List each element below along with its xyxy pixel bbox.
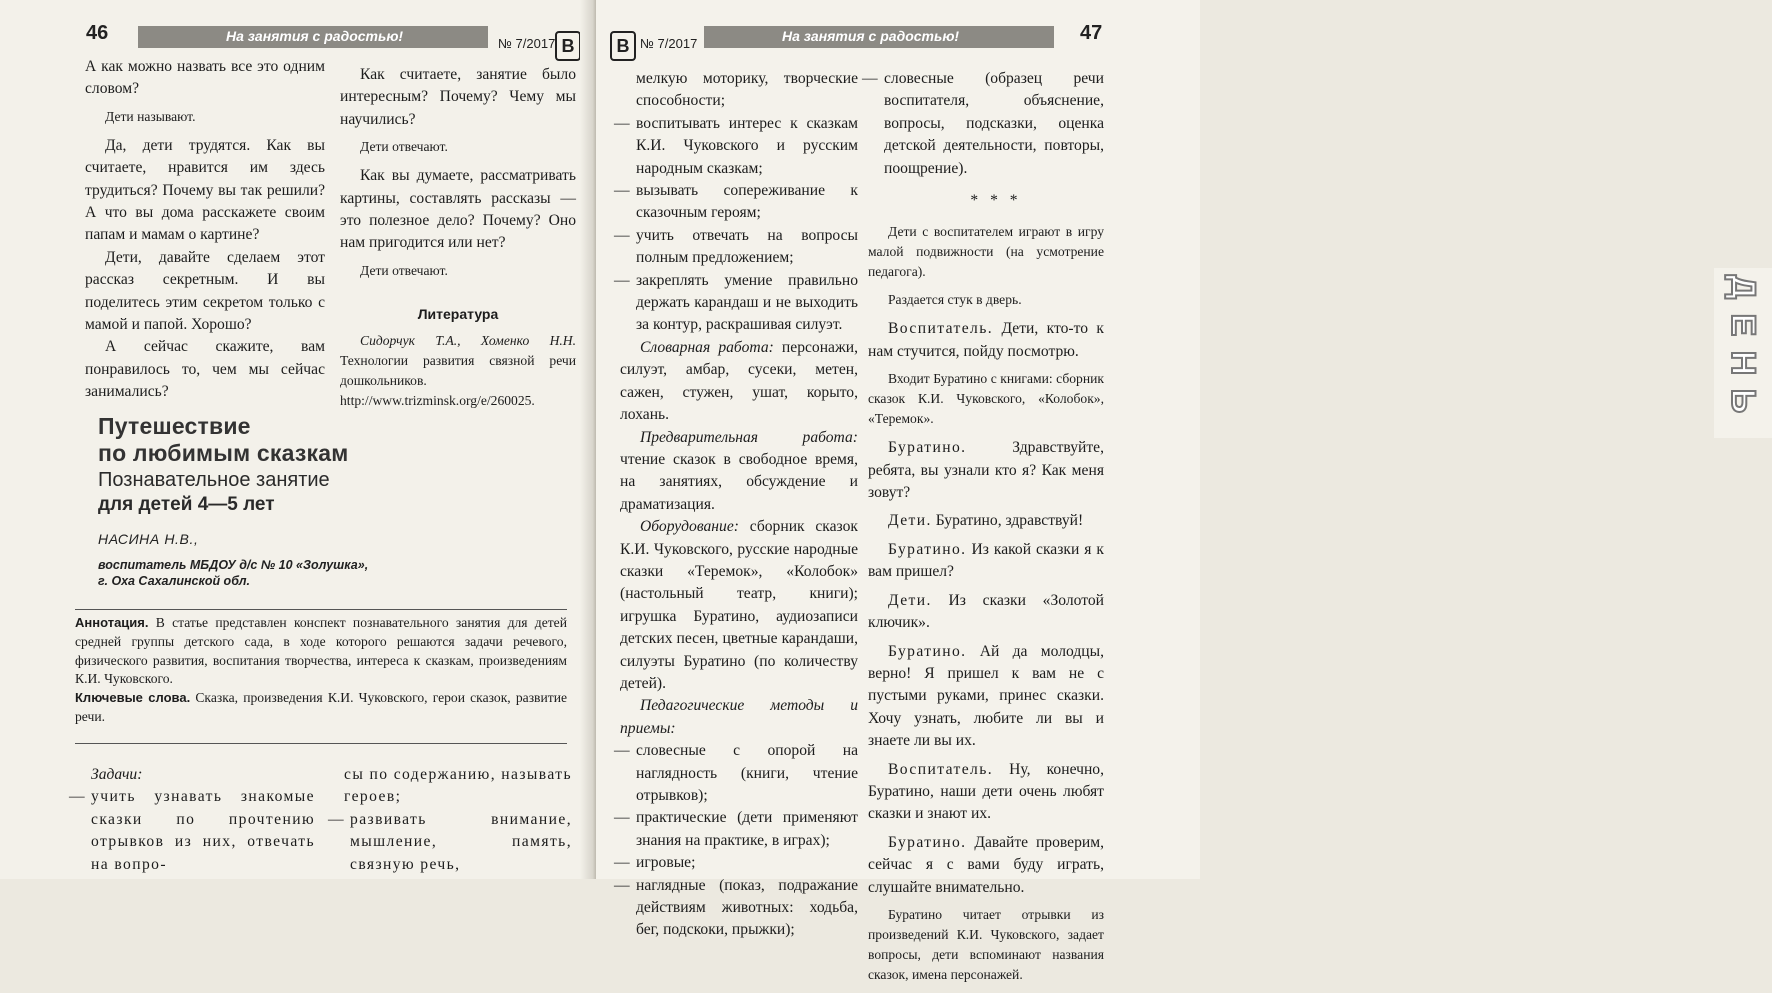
- dialog-line: [868, 539, 1104, 584]
- literature-author: Сидорчук Т.А., Хоменко Н.Н.: [360, 333, 576, 349]
- speaker-name: Воспитатель.: [888, 320, 994, 338]
- divider: [75, 609, 567, 610]
- issue-number-left: № 7/2017: [498, 36, 556, 51]
- side-letter: Е: [1724, 313, 1762, 337]
- method-item: — наглядные (показ, подражание действиям животных: ходьба, бег, подскоки, прыжки);: [620, 875, 858, 942]
- article-title-block: [98, 413, 568, 589]
- tasks-column-1: [75, 764, 315, 876]
- stage-direction: Дети отвечают.: [360, 139, 448, 155]
- vocabulary-label: Словарная работа:: [640, 338, 774, 356]
- page-number-left: 46: [86, 22, 109, 44]
- stage-direction: [868, 905, 1104, 985]
- side-letter: Д: [1724, 274, 1762, 300]
- paragraph: Да, дети трудятся. Как вы считаете, нравится им здесь трудиться? Почему вы так решили? А что вы дома расскажете своим папам и мамам о картине?: [85, 136, 325, 244]
- keywords-label: Ключевые слова.: [75, 690, 191, 706]
- dialog-text: Буратино, здравствуй!: [931, 512, 1084, 530]
- task-item: — учить отвечать на вопросы полным предложением;: [620, 225, 858, 270]
- paragraph: Как считаете, занятие было интересным? Почему? Чему мы научились?: [340, 66, 576, 128]
- right-column-1: [620, 68, 858, 942]
- dialog-line: [868, 590, 1104, 635]
- paragraph: А как можно назвать все это одним словом?: [85, 58, 325, 98]
- stage-direction: [868, 369, 1104, 429]
- task-item-continued: сы по содержанию, называть героев;: [344, 766, 572, 806]
- side-letter: Н: [1724, 350, 1762, 376]
- page-number-right: 47: [1080, 22, 1103, 44]
- task-item: — вызывать сопереживание к сказочным героям;: [620, 180, 858, 225]
- magazine-badge-left: В: [555, 31, 581, 61]
- tasks-list: [75, 786, 315, 876]
- keywords: [75, 689, 567, 727]
- section-separator: * * *: [970, 192, 1022, 210]
- tasks-list: [334, 809, 572, 876]
- dialog-line: [868, 318, 1104, 363]
- literature-entry: [340, 331, 576, 411]
- speaker-name: Дети.: [888, 591, 932, 609]
- annotation: [75, 614, 567, 689]
- methods-list: [620, 740, 858, 942]
- header-band-left: [138, 26, 488, 48]
- dialog-text: Ну, конечно, Буратино, наши дети очень любят сказки и знают их.: [868, 760, 1104, 823]
- side-tab-word: [1714, 268, 1772, 438]
- article-title-line-1: Путешествие: [98, 413, 251, 439]
- annotation-block: [75, 614, 567, 727]
- stage-direction: Дети называют.: [105, 108, 196, 124]
- dialog-line: [868, 641, 1104, 753]
- author-position-line-2: г. Оха Сахалинской обл.: [98, 574, 251, 588]
- dialog-text: Дети, кто-то к нам стучится, пойду посмотрю.: [868, 320, 1104, 360]
- divider: [75, 743, 567, 744]
- left-column-1: [85, 56, 325, 404]
- stage-direction: Дети отвечают.: [360, 262, 448, 278]
- article-author: НАСИНА Н.В.,: [98, 531, 199, 547]
- header-band-right: [704, 26, 1054, 48]
- equipment-label: Оборудование:: [640, 518, 739, 536]
- annotation-text: В статье представлен конспект познавательного занятия для детей средней группы детского сада, в ходе которого решаются задачи речевого, физического развития, воспитания творчества, интереса к сказкам, произведениям К.И. Чуковского.: [75, 615, 567, 687]
- left-column-2: [340, 64, 576, 411]
- right-page: [596, 0, 1762, 982]
- methods-label: Педагогические методы и приемы:: [620, 697, 858, 737]
- issue-number-right: № 7/2017: [640, 36, 698, 51]
- stage-direction: Раздается стук в дверь.: [888, 292, 1022, 308]
- preparation-label: Предварительная работа:: [640, 428, 858, 446]
- header-band-text-left: На занятия с радостью!: [226, 28, 404, 44]
- speaker-name: Воспитатель.: [888, 760, 994, 778]
- paragraph: Дети, давайте сделаем этот рассказ секретным. И вы поделитесь этим секретом только с мамой и папой. Хорошо?: [85, 248, 325, 334]
- equipment-text: сборник сказок К.И. Чуковского, русские народные сказки «Теремок», «Колобок» (настольный театр, книги); игрушка Буратино, аудиозаписи детских песен, цветные карандаши, силуэты Буратино (по количеству детей).: [620, 518, 858, 692]
- method-item: — практические (дети применяют знания на практике, в играх);: [620, 807, 858, 852]
- dialog-text: Из сказки «Золотой ключик».: [868, 591, 1104, 632]
- dialog-text: Из какой сказки я к вам пришел?: [868, 540, 1104, 581]
- article-title-line-2: по любимым сказкам: [98, 440, 349, 466]
- speaker-name: Буратино.: [888, 439, 967, 457]
- dialog-line: [868, 510, 1104, 532]
- vocabulary-text: персонажи, силуэт, амбар, сусеки, метен, сажен, стужен, ушат, корыто, лохань.: [620, 338, 858, 424]
- dialog: [868, 318, 1104, 985]
- dialog-line: [868, 759, 1104, 826]
- preparation-text: чтение сказок в свободное время, на занятиях, обсуждение и драматизация.: [620, 450, 858, 513]
- dialog-line: [868, 832, 1104, 899]
- vocabulary-paragraph: [620, 337, 858, 427]
- literature-text: Технологии развития связной речи дошкольников. http://www.trizminsk.org/e/260025.: [340, 353, 576, 409]
- speaker-name: Буратино.: [888, 642, 967, 660]
- author-position-line-1: воспитатель МБДОУ д/с № 10 «Золушка»,: [98, 558, 369, 572]
- list-continuation: мелкую моторику, творческие способности;: [636, 70, 858, 110]
- keywords-text: Сказка, произведения К.И. Чуковского, герои сказок, развитие речи.: [75, 690, 568, 724]
- tasks-label: Задачи:: [91, 766, 143, 783]
- side-letter: Ь: [1724, 388, 1762, 414]
- dialog-text: Буратино читает отрывки из произведений К.И. Чуковского, задает вопросы, дети вспоминают названия сказок, имена персонажей.: [868, 906, 1104, 982]
- dialog-text: Здравствуйте, ребята, вы узнали кто я? Как меня зовут?: [868, 439, 1104, 502]
- speaker-name: Буратино.: [888, 833, 967, 851]
- tasks-column-2: [334, 764, 572, 876]
- tasks-list: [620, 113, 858, 337]
- task-item: — закреплять умение правильно держать карандаш и не выходить за контур, раскрашивая силуэт.: [620, 270, 858, 337]
- header-band-text-right: На занятия с радостью!: [782, 28, 960, 44]
- literature-heading: Литература: [417, 305, 499, 322]
- task-item: — учить узнавать знакомые сказки по прочтению отрывков из них, отвечать на вопро-: [75, 786, 315, 876]
- methods-list: [868, 68, 1104, 180]
- paragraph: А сейчас скажите, вам понравилось то, чем мы сейчас занимались?: [85, 338, 325, 401]
- dialog-text: Входит Буратино с книгами: сборник сказок К.И. Чуковского, «Колобок», «Теремок».: [868, 371, 1104, 427]
- method-item: — игровые;: [620, 852, 858, 874]
- magazine-badge-right: В: [610, 31, 636, 61]
- stage-direction: Дети с воспитателем играют в игру малой подвижности (на усмотрение педагога).: [868, 224, 1104, 280]
- article-subtitle-line-1: Познавательное занятие: [98, 469, 330, 491]
- preparation-paragraph: [620, 427, 858, 517]
- paragraph: Как вы думаете, рассматривать картины, составлять рассказы — это полезное дело? Почему? Оно нам пригодится или нет?: [340, 167, 576, 252]
- equipment-paragraph: [620, 516, 858, 695]
- method-item: — словесные с опорой на наглядность (книги, чтение отрывков);: [620, 740, 858, 807]
- task-item: — воспитывать интерес к сказкам К.И. Чуковского и русским народным сказкам;: [620, 113, 858, 180]
- dialog-text: Давайте проверим, сейчас я с вами буду играть, слушайте внимательно.: [868, 833, 1104, 896]
- annotation-label: Аннотация.: [75, 615, 149, 630]
- dialog-line: [868, 437, 1104, 504]
- article-subtitle-line-2: для детей 4—5 лет: [98, 494, 275, 515]
- method-item: — словесные (образец речи воспитателя, объяснение, вопросы, подсказки, оценка детской деятельности, повторы, поощрение).: [868, 68, 1104, 180]
- right-column-2: [868, 68, 1104, 993]
- author-position: [98, 557, 568, 589]
- left-page: [0, 0, 592, 879]
- speaker-name: Дети.: [888, 512, 932, 530]
- dialog-text: Ай да молодцы, верно! Я пришел к вам не с пустыми руками, принес сказки. Хочу узнать, любите ли вы и знаете ли вы их.: [868, 642, 1104, 750]
- task-item: — развивать внимание, мышление, память, связную речь,: [334, 809, 572, 876]
- speaker-name: Буратино.: [888, 540, 967, 558]
